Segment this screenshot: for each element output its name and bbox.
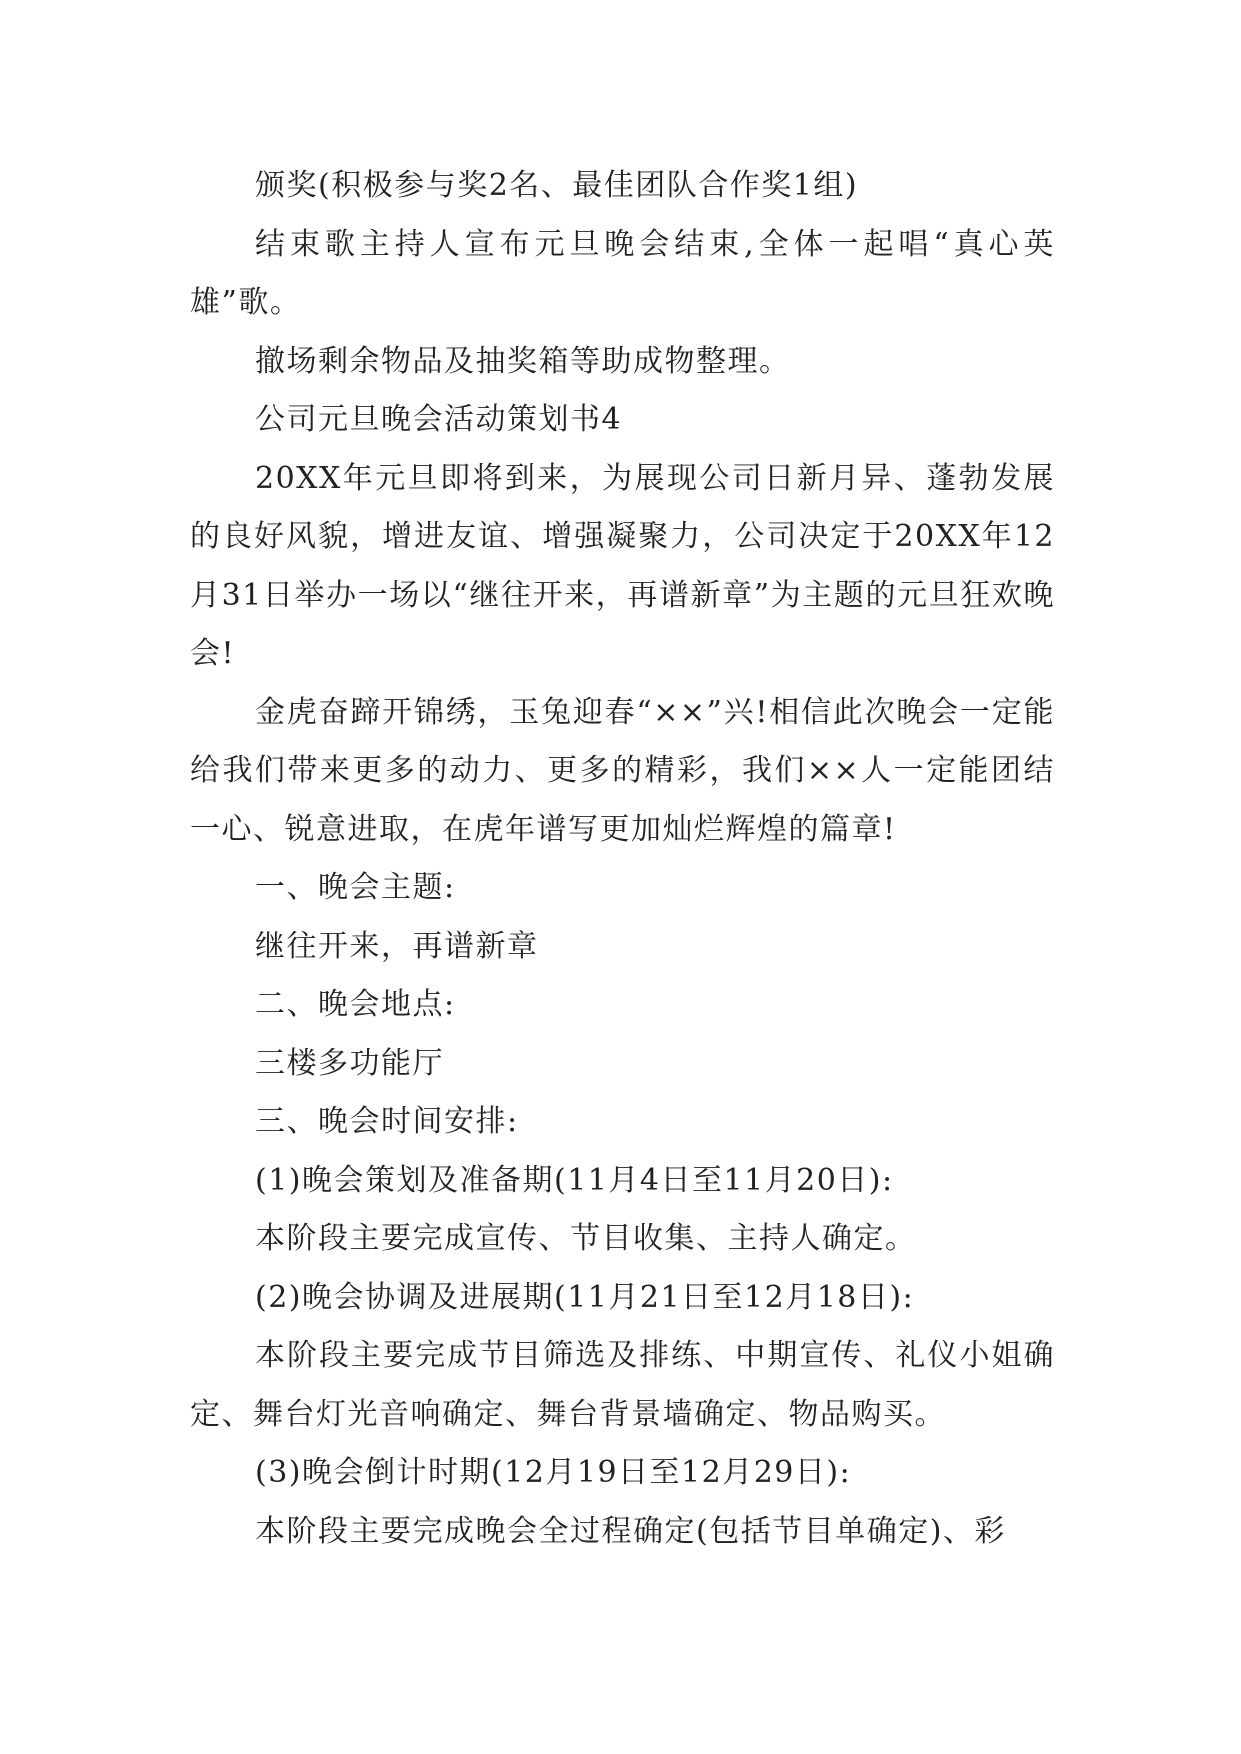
schedule-phase-2: (2)晚会协调及进展期(11月21日至12月18日): [255,1279,915,1315]
paragraph-wishes: 金虎奋蹄开锦绣，玉兔迎春“××”兴!相信此次晚会一定能给我们带来更多的动力、更多的精彩，我们××人一定能团结一心、锐意进取，在虎年谱写更加灿烂辉煌的篇章! [190,694,1055,847]
paragraph-awards: 颁奖(积极参与奖2名、最佳团队合作奖1组) [255,168,859,203]
paragraph-theme: 继往开来，再谱新章 [255,928,539,964]
schedule-phase-1-desc: 本阶段主要完成宣传、节目收集、主持人确定。 [255,1221,917,1256]
heading-schedule: 三、晚会时间安排: [255,1104,519,1139]
heading-location: 二、晚会地点: [255,987,456,1022]
heading-theme: 一、晚会主题: [255,870,456,905]
document-body [190,157,1055,1561]
schedule-phase-2-desc: 本阶段主要完成节目筛选及排练、中期宣传、礼仪小姐确定、舞台灯光音响确定、舞台背景墙确定、物品购买。 [190,1338,1055,1432]
schedule-phase-3: (3)晚会倒计时期(12月19日至12月29日): [255,1455,852,1490]
paragraph-location: 三楼多功能厅 [255,1045,444,1081]
section-title: 公司元旦晚会活动策划书4 [255,402,623,437]
paragraph-intro: 20XX年元旦即将到来，为展现公司日新月异、蓬勃发展的良好风貌，增进友谊、增强凝聚力，公司决定于20XX年12月31日举办一场以“继往开来，再谱新章”为主题的元旦狂欢晚会! [190,460,1055,671]
schedule-phase-1: (1)晚会策划及准备期(11月4日至11月20日): [255,1162,894,1198]
schedule-phase-3-desc: 本阶段主要完成晚会全过程确定(包括节目单确定)、彩 [255,1513,1006,1549]
paragraph-closing-song: 结束歌主持人宣布元旦晚会结束,全体一起唱“真心英雄”歌。 [190,226,1055,320]
paragraph-cleanup: 撤场剩余物品及抽奖箱等助成物整理。 [255,343,791,379]
